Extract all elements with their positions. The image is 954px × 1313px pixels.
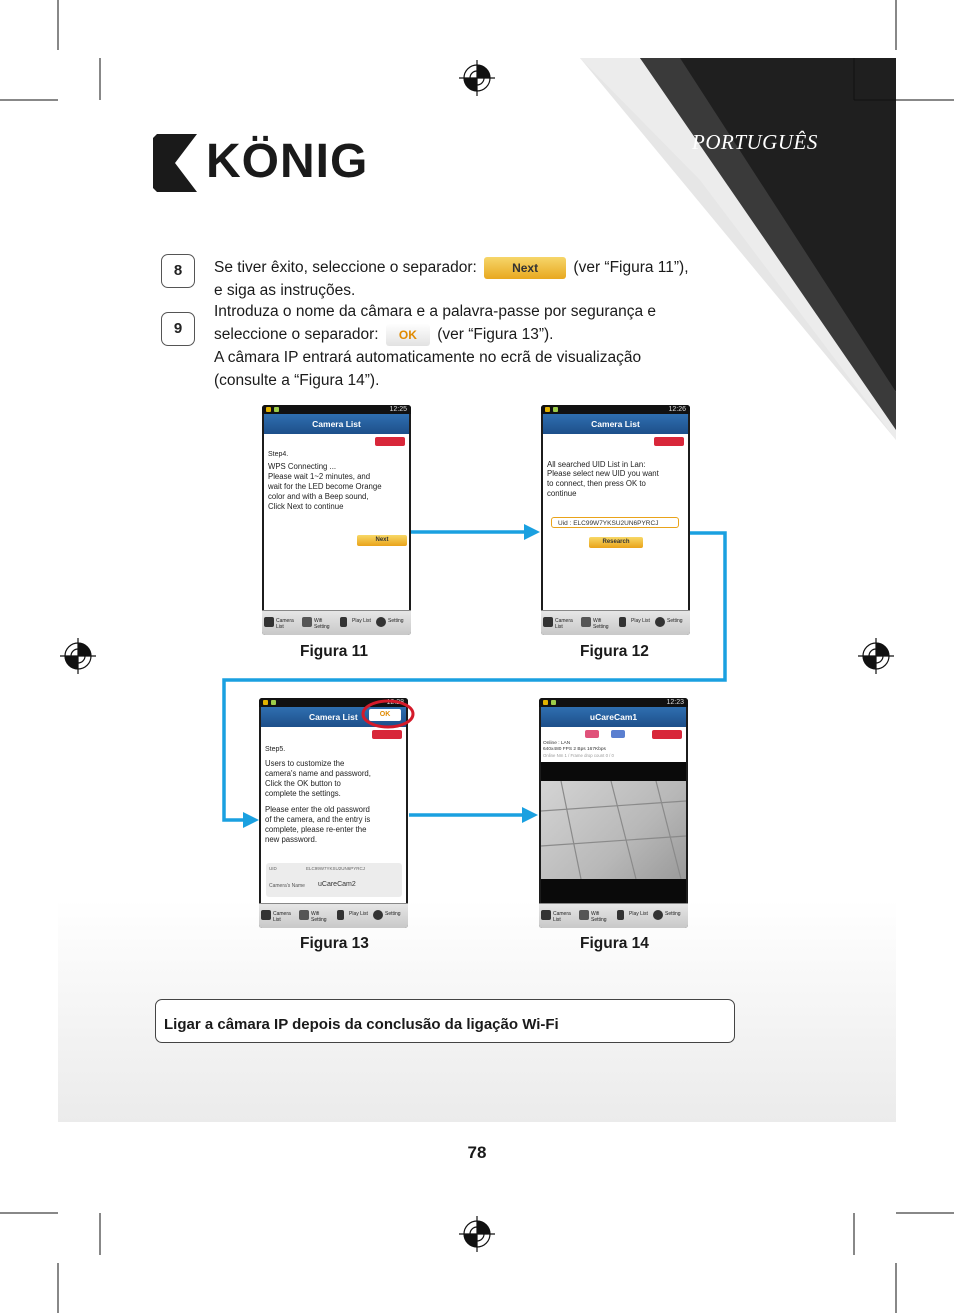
tab-setting[interactable]: Setting — [374, 613, 411, 634]
instruction-line: continue — [547, 489, 577, 498]
instruction-line: of the camera, and the entry is — [265, 815, 371, 824]
research-button[interactable]: Research — [589, 537, 643, 548]
alert-icon — [652, 730, 682, 739]
instruction-line: Click the OK button to — [265, 779, 341, 788]
status-bar — [262, 405, 411, 414]
step-8-text-after: (ver “Figura 11”), — [573, 259, 689, 276]
instruction-line: color and with a Beep sound, — [268, 492, 369, 501]
tab-play-list[interactable]: Play List — [617, 613, 653, 634]
step-9-line1: Introduza o nome da câmara e a palavra-passe por segurança e — [214, 303, 657, 320]
screen-title: Camera List — [264, 414, 409, 434]
tab-wifi-setting[interactable]: Wifi Setting — [300, 613, 338, 634]
tab-bar — [262, 610, 411, 635]
status-bar — [541, 405, 690, 414]
step-9-text-after: (ver “Figura 13”). — [437, 326, 554, 343]
status-clock: 12:23 — [666, 699, 684, 706]
page-number: 78 — [467, 1143, 487, 1162]
tab-wifi-setting[interactable]: Wifi Setting — [297, 906, 335, 927]
video-letterbox-top — [541, 762, 686, 781]
instruction-line: Please wait 1~2 minutes, and — [268, 472, 371, 481]
tab-camera-list[interactable]: Camera List — [259, 906, 297, 927]
screen-title: Camera List — [543, 414, 688, 434]
section-heading: Ligar a câmara IP depois da conclusão da ligação Wi-Fi — [164, 1016, 559, 1033]
figure-11-caption: Figura 11 — [300, 643, 369, 660]
tab-wifi-setting[interactable]: Wifi Setting — [579, 613, 617, 634]
camera-name-label: Camera's Name — [269, 883, 305, 889]
tab-bar — [541, 610, 690, 635]
status-clock: 12:25 — [389, 406, 407, 413]
online-status: Online : LAN — [543, 741, 571, 746]
instruction-line: wait for the LED become Orange — [268, 482, 382, 491]
tab-play-list[interactable]: Play List — [338, 613, 374, 634]
step-number-9: 9 — [161, 312, 195, 346]
stream-info: 640x480 FPS 2 Bps 167Kbps — [543, 747, 606, 752]
tab-bar — [259, 903, 408, 928]
screen-title: uCareCam1 — [541, 707, 686, 727]
status-bar — [539, 698, 688, 707]
tab-play-list[interactable]: Play List — [615, 906, 651, 927]
instruction-line: All searched UID List in Lan: — [547, 460, 646, 469]
figure-12-caption: Figura 12 — [580, 643, 649, 660]
speaker-icon[interactable] — [611, 730, 625, 738]
instruction-line: Please enter the old password — [265, 805, 370, 814]
tab-play-list[interactable]: Play List — [335, 906, 371, 927]
record-icon[interactable] — [585, 730, 599, 738]
instruction-line: to connect, then press OK to — [547, 479, 646, 488]
figure-11-phone — [262, 405, 411, 635]
figure-14-caption: Figura 14 — [580, 935, 649, 952]
figure-13-caption: Figura 13 — [300, 935, 369, 952]
frame-info: Online Nm 1 / Frame drop count 0 / 0 — [543, 753, 614, 758]
instruction-line: Please select new UID you want — [547, 469, 659, 478]
video-tiles — [541, 781, 686, 879]
step-label: Step4. — [268, 451, 289, 458]
uid-label: UID — [269, 866, 277, 871]
step-number-8: 8 — [161, 254, 195, 288]
instruction-line: complete, please re-enter the — [265, 825, 367, 834]
screen-body — [264, 434, 409, 610]
tab-camera-list[interactable]: Camera List — [262, 613, 300, 634]
instruction-line: complete the settings. — [265, 789, 341, 798]
brand-logo-text: KÖNIG — [206, 135, 369, 188]
camera-name-input[interactable]: uCareCam2 — [318, 881, 356, 888]
tab-setting[interactable]: Setting — [371, 906, 408, 927]
section-heading-box — [155, 999, 735, 1043]
screen-title: Camera List — [261, 707, 406, 727]
tab-bar — [539, 903, 688, 928]
screen-body — [261, 727, 406, 903]
figure-14-phone — [539, 698, 688, 928]
status-clock: 12:28 — [386, 699, 404, 706]
alert-icon — [372, 730, 402, 739]
step-9-line3: A câmara IP entrará automaticamente no ecrã de visualização — [214, 349, 642, 366]
next-button-inline: Next — [484, 257, 566, 279]
camera-video-feed[interactable] — [541, 781, 686, 879]
instruction-line: Click Next to continue — [268, 502, 344, 511]
uid-value: ELC99W7YKSU2UN6PYRCJ — [306, 866, 366, 871]
step-label: Step5. — [265, 746, 286, 753]
instruction-line: camera's name and password, — [265, 769, 371, 778]
step-8-text-before: Se tiver êxito, seleccione o separador: — [214, 259, 477, 276]
video-letterbox-bottom — [541, 879, 686, 903]
screen-body — [543, 434, 688, 610]
screen-body — [541, 727, 686, 903]
tab-camera-list[interactable]: Camera List — [539, 906, 577, 927]
ok-button[interactable]: OK — [369, 709, 401, 721]
tab-camera-list[interactable]: Camera List — [541, 613, 579, 634]
tab-setting[interactable]: Setting — [651, 906, 688, 927]
step-9-text-before: seleccione o separador: — [214, 326, 379, 343]
tab-wifi-setting[interactable]: Wifi Setting — [577, 906, 615, 927]
step-8-line2: e siga as instruções. — [214, 282, 356, 299]
uid-option[interactable]: Uid : ELC99W7YKSU2UN6PYRCJ — [551, 517, 679, 528]
instruction-line: new password. — [265, 835, 318, 844]
figure-13-phone — [259, 698, 408, 928]
highlight-circle — [360, 697, 418, 731]
figure-12-phone — [541, 405, 690, 635]
instruction-line: WPS Connecting ... — [268, 462, 337, 471]
step-9-line4: (consulte a “Figura 14”). — [214, 372, 380, 389]
next-button[interactable]: Next — [357, 535, 407, 546]
alert-icon — [654, 437, 684, 446]
alert-icon — [375, 437, 405, 446]
instruction-line: Users to customize the — [265, 759, 345, 768]
settings-form — [266, 863, 402, 897]
language-label: PORTUGUÊS — [692, 130, 818, 154]
status-clock: 12:26 — [668, 406, 686, 413]
tab-setting[interactable]: Setting — [653, 613, 690, 634]
ok-button-inline: OK — [386, 324, 430, 346]
